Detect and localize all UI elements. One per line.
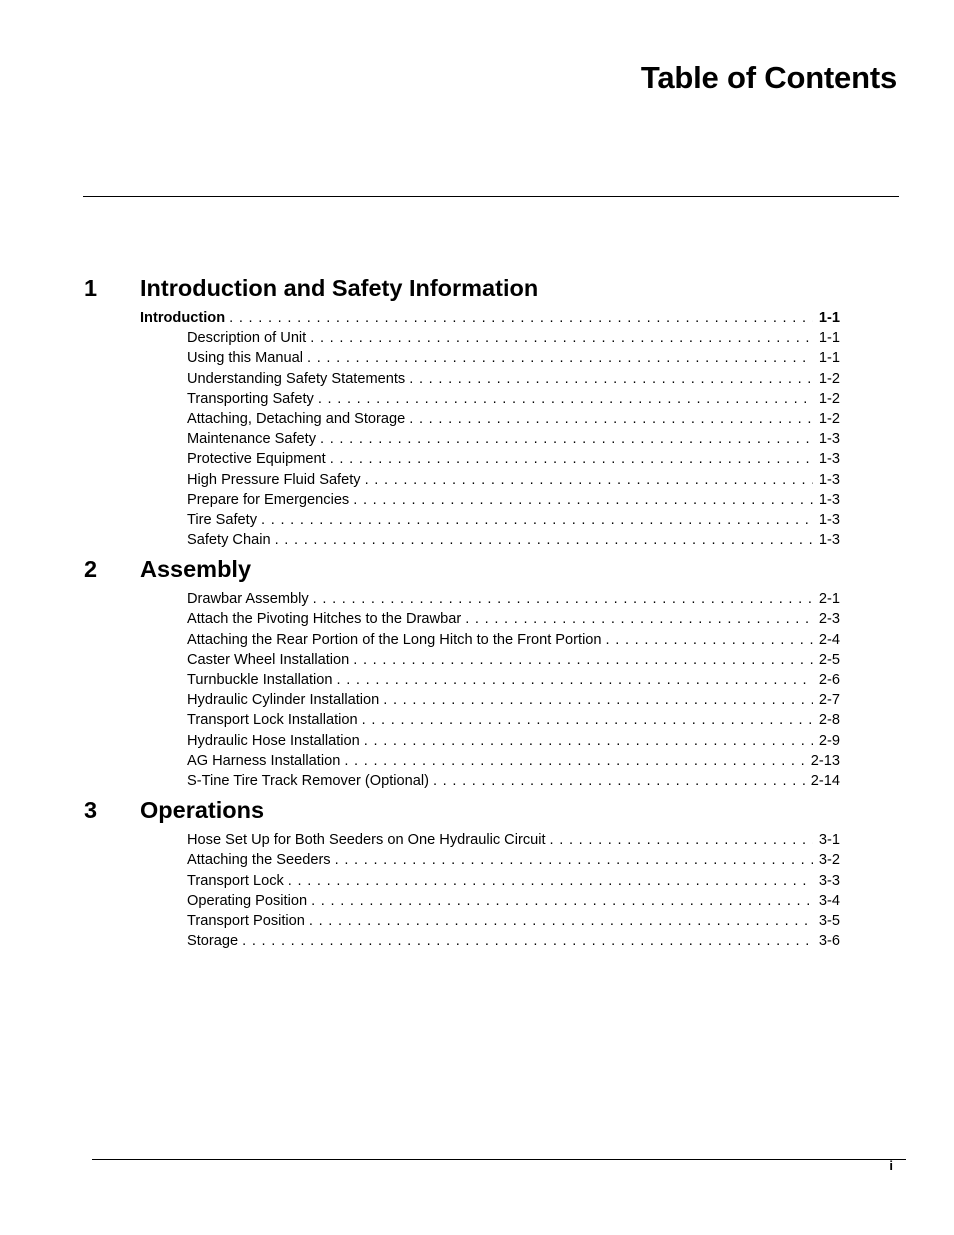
toc-entry-title: Maintenance Safety <box>187 431 316 448</box>
dot-leader <box>313 589 813 609</box>
toc-entry-page: 1-3 <box>818 491 840 508</box>
dot-leader <box>335 850 813 870</box>
toc-entry-page: 3-5 <box>818 912 840 929</box>
toc-entry[interactable] <box>187 470 840 490</box>
toc-entry-title: Hydraulic Cylinder Installation <box>187 692 380 709</box>
section-title: Assembly <box>140 556 252 583</box>
toc-entry-page: 1-3 <box>818 451 840 468</box>
toc-entry[interactable] <box>187 690 840 710</box>
toc-entry[interactable] <box>187 871 840 891</box>
toc-entry-title: Attaching, Detaching and Storage <box>187 410 406 427</box>
toc-entry-title: Description of Unit <box>187 330 307 347</box>
toc-entry[interactable] <box>187 731 840 751</box>
toc-entry[interactable] <box>187 891 840 911</box>
dot-leader <box>362 710 813 730</box>
dot-leader <box>261 510 813 530</box>
toc-entry-page: 3-4 <box>818 892 840 909</box>
toc-entry-title: Hydraulic Hose Installation <box>187 732 360 749</box>
toc-entry-page: 1-2 <box>818 370 840 387</box>
toc-entry[interactable] <box>187 369 840 389</box>
toc-entry-page: 1-1 <box>818 330 840 347</box>
dot-leader <box>320 429 813 449</box>
dot-leader <box>309 911 813 931</box>
section-title: Operations <box>140 797 265 824</box>
toc-entry[interactable] <box>187 650 840 670</box>
toc-entry[interactable] <box>187 490 840 510</box>
toc-entry-page: 2-3 <box>818 611 840 628</box>
toc-entry-title: Using this Manual <box>187 350 303 367</box>
toc-section <box>0 797 954 951</box>
toc-entry-title: Attaching the Seeders <box>187 852 331 869</box>
toc-entry-title: Understanding Safety Statements <box>187 370 406 387</box>
toc-entry-page: 1-3 <box>818 532 840 549</box>
section-heading <box>0 556 954 589</box>
footer-divider <box>92 1159 906 1160</box>
toc-entry[interactable] <box>187 911 840 931</box>
toc-entry[interactable] <box>187 630 840 650</box>
dot-leader <box>275 530 813 550</box>
toc-entry-title: Introduction <box>140 310 226 326</box>
toc-entry[interactable] <box>187 328 840 348</box>
section-number: 3 <box>84 797 98 824</box>
toc-entry[interactable] <box>187 609 840 629</box>
dot-leader <box>409 409 813 429</box>
toc-entry-title: Transport Position <box>187 912 305 929</box>
toc-entry-title: Operating Position <box>187 892 308 909</box>
section-heading <box>0 275 954 308</box>
toc-entry[interactable] <box>187 409 840 429</box>
dot-leader <box>433 771 805 791</box>
toc-entry[interactable] <box>187 510 840 530</box>
toc-entry-page: 2-14 <box>810 772 840 789</box>
toc-entry[interactable] <box>187 530 840 550</box>
toc-entry-title: Tire Safety <box>187 511 258 528</box>
dot-leader <box>465 609 813 629</box>
toc-entry-title: S-Tine Tire Track Remover (Optional) <box>187 772 429 789</box>
section-number: 1 <box>84 275 98 301</box>
toc-entry[interactable] <box>187 429 840 449</box>
toc-section <box>0 275 954 556</box>
toc-entry-title: Drawbar Assembly <box>187 591 309 608</box>
toc-entry-page: 1-2 <box>818 410 840 427</box>
dot-leader <box>288 871 813 891</box>
toc-entry[interactable] <box>187 830 840 850</box>
toc-entry[interactable] <box>187 771 840 791</box>
toc-entry-page: 2-6 <box>818 672 840 688</box>
dot-leader <box>365 470 813 490</box>
toc-entry-page: 1-3 <box>818 511 840 528</box>
toc-entry-title: Transport Lock <box>187 872 284 889</box>
toc-entry-page: 2-7 <box>818 692 840 709</box>
section-title: Introduction and Safety Information <box>140 275 539 301</box>
toc-entry-page: 1-1 <box>818 310 840 326</box>
toc-entry-page: 1-3 <box>818 471 840 488</box>
toc-entry-page: 2-13 <box>810 752 840 769</box>
dot-leader <box>550 830 813 850</box>
toc-entry[interactable] <box>187 850 840 870</box>
dot-leader <box>307 348 813 368</box>
dot-leader <box>310 328 813 348</box>
toc-entry-title: Attach the Pivoting Hitches to the Drawbar <box>187 611 462 628</box>
toc-entry-page: 1-2 <box>818 390 840 407</box>
table-of-contents <box>0 275 954 951</box>
toc-entry-title: Attaching the Rear Portion of the Long Hitch to the Front Portion <box>187 631 602 648</box>
dot-leader <box>318 389 813 409</box>
toc-entry-page: 2-4 <box>818 631 840 648</box>
dot-leader <box>229 308 813 328</box>
toc-entry-page: 1-3 <box>818 431 840 448</box>
page-title: Table of Contents <box>640 60 897 95</box>
toc-entry-title: Safety Chain <box>187 532 271 549</box>
dot-leader <box>383 690 813 710</box>
dot-leader <box>409 369 813 389</box>
toc-entry-title: AG Harness Installation <box>187 752 341 769</box>
toc-entry-title: Turnbuckle Installation <box>187 672 333 688</box>
toc-entry[interactable] <box>187 931 840 951</box>
toc-entry[interactable] <box>187 710 840 730</box>
toc-entry[interactable] <box>187 751 840 771</box>
dot-leader <box>336 670 812 690</box>
toc-entry[interactable] <box>187 589 840 609</box>
dot-leader <box>311 891 813 911</box>
dot-leader <box>353 650 813 670</box>
toc-entry-page: 3-1 <box>818 832 840 849</box>
dot-leader <box>344 751 804 771</box>
dot-leader <box>242 931 813 951</box>
toc-entry-title: Transporting Safety <box>187 390 314 407</box>
toc-entry-title: Hose Set Up for Both Seeders on One Hydraulic Circuit <box>187 832 546 849</box>
dot-leader <box>606 630 813 650</box>
toc-entry-page: 3-2 <box>818 852 840 869</box>
toc-entry-page: 2-9 <box>818 732 840 749</box>
toc-entry-page: 3-3 <box>818 872 840 889</box>
toc-entry-page: 3-6 <box>818 933 840 950</box>
toc-entry[interactable] <box>187 389 840 409</box>
section-heading <box>0 797 954 830</box>
toc-entry-title: Protective Equipment <box>187 451 326 468</box>
toc-entry[interactable] <box>187 670 840 690</box>
section-number: 2 <box>84 556 98 583</box>
toc-entry-title: Transport Lock Installation <box>187 712 358 729</box>
toc-entry[interactable] <box>187 449 840 469</box>
toc-entry[interactable] <box>140 308 840 328</box>
page-number: i <box>889 1158 893 1173</box>
toc-entry-page: 2-1 <box>818 591 840 608</box>
toc-entry[interactable] <box>187 348 840 368</box>
dot-leader <box>364 731 813 751</box>
toc-entry-page: 1-1 <box>818 350 840 367</box>
toc-entry-page: 2-5 <box>818 651 840 668</box>
toc-entry-page: 2-8 <box>818 712 840 729</box>
header-divider <box>83 196 899 197</box>
toc-entry-title: Storage <box>187 933 239 950</box>
dot-leader <box>330 449 813 469</box>
toc-section <box>0 556 954 797</box>
dot-leader <box>353 490 813 510</box>
toc-entry-title: Prepare for Emergencies <box>187 491 350 508</box>
toc-entry-title: High Pressure Fluid Safety <box>187 471 361 488</box>
toc-entry-title: Caster Wheel Installation <box>187 651 350 668</box>
